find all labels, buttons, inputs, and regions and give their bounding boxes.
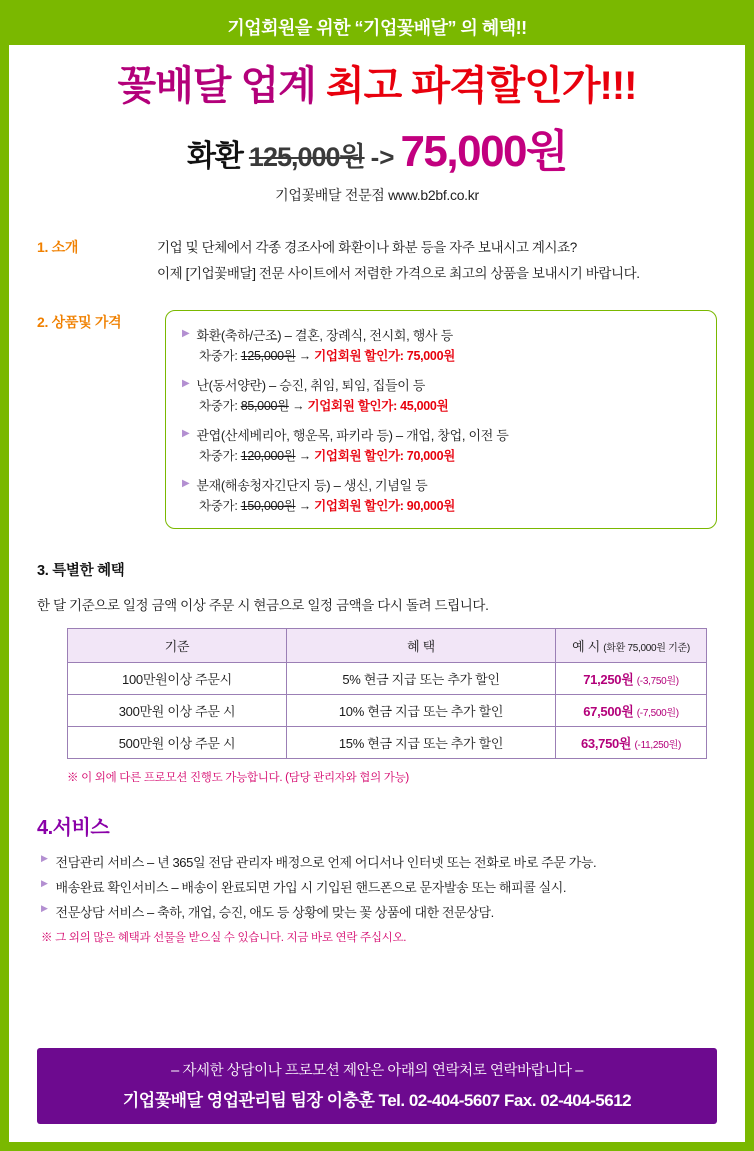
- product-arrow: →: [298, 348, 311, 363]
- product-name-row: [182, 475, 700, 494]
- hero-price-label: 화환: [186, 140, 243, 173]
- product-name: 화환(축하/근조) – 결혼, 장례식, 전시회, 행사 등: [196, 327, 453, 343]
- cell-benefit: 5% 현금 지급 또는 추가 할인: [287, 662, 556, 694]
- section-intro-line-2: 이제 [기업꽃배달] 전문 사이트에서 저렴한 가격으로 최고의 상품을 보내시기 바랍니다.: [157, 266, 640, 282]
- cell-example-value: 71,250원: [583, 671, 634, 687]
- table-header-row: [68, 628, 707, 662]
- product-name: 난(동서양란) – 승진, 취임, 퇴임, 집들이 등: [196, 377, 426, 393]
- top-banner-text: 기업회원을 위한 “기업꽃배달” 의 혜택!!: [227, 18, 527, 38]
- triangle-bullet-icon: ▶: [41, 877, 48, 888]
- product-item: [182, 325, 700, 364]
- cell-standard: 500만원 이상 주문 시: [68, 726, 287, 758]
- product-name-row: [182, 375, 700, 394]
- section-benefits: [9, 559, 745, 785]
- triangle-bullet-icon: ▶: [182, 378, 190, 390]
- hero-subtitle: 기업꽃배달 전문점 www.b2bf.co.kr: [275, 187, 479, 203]
- product-list-box: [165, 310, 717, 529]
- product-base-price: 125,000원: [240, 348, 296, 363]
- product-item: [182, 475, 700, 514]
- product-item: [182, 425, 700, 464]
- column-header-example-note: (화환 75,000원 기준): [603, 642, 690, 654]
- cell-example: [556, 662, 707, 694]
- section-services-heading: 4.서비스: [37, 816, 110, 839]
- footer-line-1: – 자세한 상담이나 프로모션 제안은 아래의 연락처로 연락바랍니다 –: [171, 1063, 583, 1079]
- benefits-note: ※ 이 외에 다른 프로모션 진행도 가능합니다. (담당 관리자와 협의 가능): [67, 771, 409, 784]
- list-item: [37, 902, 717, 921]
- product-base-label: 차중가:: [199, 448, 238, 463]
- column-header-example: [556, 628, 707, 662]
- product-price-row: [182, 396, 700, 414]
- services-list: [37, 852, 717, 921]
- triangle-bullet-icon: ▶: [41, 852, 48, 863]
- product-item: [182, 375, 700, 414]
- product-sale-price: 70,000원: [406, 448, 456, 463]
- product-sale-price: 90,000원: [406, 498, 456, 513]
- product-sale-price: 75,000원: [406, 348, 456, 363]
- cell-standard: 300만원 이상 주문 시: [68, 694, 287, 726]
- cell-example: [556, 726, 707, 758]
- cell-benefit: 10% 현금 지급 또는 추가 할인: [287, 694, 556, 726]
- product-name-row: [182, 425, 700, 444]
- cell-example: [556, 694, 707, 726]
- product-name: 관엽(산세베리아, 행운목, 파키라 등) – 개업, 창업, 이전 등: [196, 427, 509, 443]
- list-item: [37, 877, 717, 896]
- service-text: 전담관리 서비스 – 년 365일 전담 관리자 배정으로 언제 어디서나 인터넷 또는 전화로 바로 주문 가능.: [55, 854, 597, 870]
- product-name-row: [182, 325, 700, 344]
- footer-line-2: 기업꽃배달 영업관리팀 팀장 이충훈 Tel. 02-404-5607 Fax. 02-404-5612: [122, 1091, 632, 1110]
- section-products: [9, 310, 745, 529]
- triangle-bullet-icon: ▶: [41, 902, 48, 913]
- product-base-label: 차중가:: [199, 398, 238, 413]
- cell-benefit: 15% 현금 지급 또는 추가 할인: [287, 726, 556, 758]
- service-text: 배송완료 확인서비스 – 배송이 완료되면 가입 시 기입된 핸드폰으로 문자발송 또는 해피콜 실시.: [55, 879, 567, 895]
- cell-example-value: 67,500원: [583, 703, 634, 719]
- product-sale-label: 기업회원 할인가:: [314, 448, 404, 463]
- section-intro-line-1: 기업 및 단체에서 각종 경조사에 화환이나 화분 등을 자주 보내시고 계시죠?: [157, 240, 577, 255]
- cell-example-note: (-7,500원): [636, 707, 679, 719]
- table-row: [68, 662, 707, 694]
- column-header-benefit: 혜 택: [287, 628, 556, 662]
- product-price-row: [182, 346, 700, 364]
- table-row: [68, 726, 707, 758]
- hero-old-price: 125,000원: [248, 142, 365, 172]
- benefits-table-head: [68, 628, 707, 662]
- product-price-row: [182, 496, 700, 514]
- product-name: 분재(해송청자긴단지 등) – 생신, 기념일 등: [196, 477, 428, 493]
- product-base-price: 85,000원: [240, 398, 289, 413]
- benefits-table-body: [68, 662, 707, 758]
- top-banner: [9, 9, 745, 45]
- section-intro-body: [157, 235, 717, 288]
- cell-example-value: 63,750원: [580, 735, 632, 751]
- product-base-label: 차중가:: [199, 348, 238, 363]
- section-products-heading: 2. 상품및 가격: [37, 313, 122, 330]
- hero-section: [9, 45, 745, 209]
- hero-title-part1: 꽃배달 업계: [117, 64, 326, 108]
- cell-example-note: (-11,250원): [634, 739, 682, 751]
- section-intro: [9, 235, 745, 288]
- cell-standard: 100만원이상 주문시: [68, 662, 287, 694]
- cell-example-note: (-3,750원): [636, 675, 679, 687]
- product-sale-label: 기업회원 할인가:: [314, 498, 404, 513]
- product-price-row: [182, 446, 700, 464]
- product-sale-label: 기업회원 할인가:: [307, 398, 397, 413]
- hero-price-arrow: ->: [370, 142, 395, 172]
- column-header-standard: 기준: [68, 628, 287, 662]
- section-services: [9, 811, 745, 945]
- section-benefits-description: 한 달 기준으로 일정 금액 이상 주문 시 현금으로 일정 금액을 다시 돌려 드립니다.: [37, 597, 489, 613]
- product-arrow: →: [292, 398, 305, 413]
- section-intro-heading: 1. 소개: [37, 239, 79, 255]
- section-benefits-heading: 3. 특별한 혜택: [37, 562, 125, 579]
- benefits-table: [67, 628, 707, 759]
- product-base-label: 차중가:: [199, 498, 238, 513]
- hero-price-row: [9, 115, 745, 179]
- product-base-price: 150,000원: [240, 498, 296, 513]
- service-text: 전문상담 서비스 – 축하, 개업, 승진, 애도 등 상황에 맞는 꽃 상품에 대한 전문상담.: [55, 904, 494, 920]
- hero-title: [9, 63, 745, 109]
- hero-new-price: 75,000원: [400, 127, 568, 176]
- column-header-example-label: 예 시: [572, 638, 600, 654]
- triangle-bullet-icon: ▶: [182, 328, 190, 340]
- hero-title-part2: 최고 파격할인가!!!: [325, 64, 637, 108]
- table-row: [68, 694, 707, 726]
- product-sale-price: 45,000원: [400, 398, 449, 413]
- triangle-bullet-icon: ▶: [182, 478, 190, 490]
- contact-footer: [37, 1048, 717, 1124]
- services-note: ※ 그 외의 많은 혜택과 선물을 받으실 수 있습니다. 지금 바로 연락 주십시오.: [41, 931, 407, 944]
- product-arrow: →: [298, 498, 311, 513]
- product-base-price: 120,000원: [240, 448, 296, 463]
- product-sale-label: 기업회원 할인가:: [314, 348, 404, 363]
- list-item: [37, 852, 717, 871]
- product-arrow: →: [298, 448, 311, 463]
- triangle-bullet-icon: ▶: [182, 428, 190, 440]
